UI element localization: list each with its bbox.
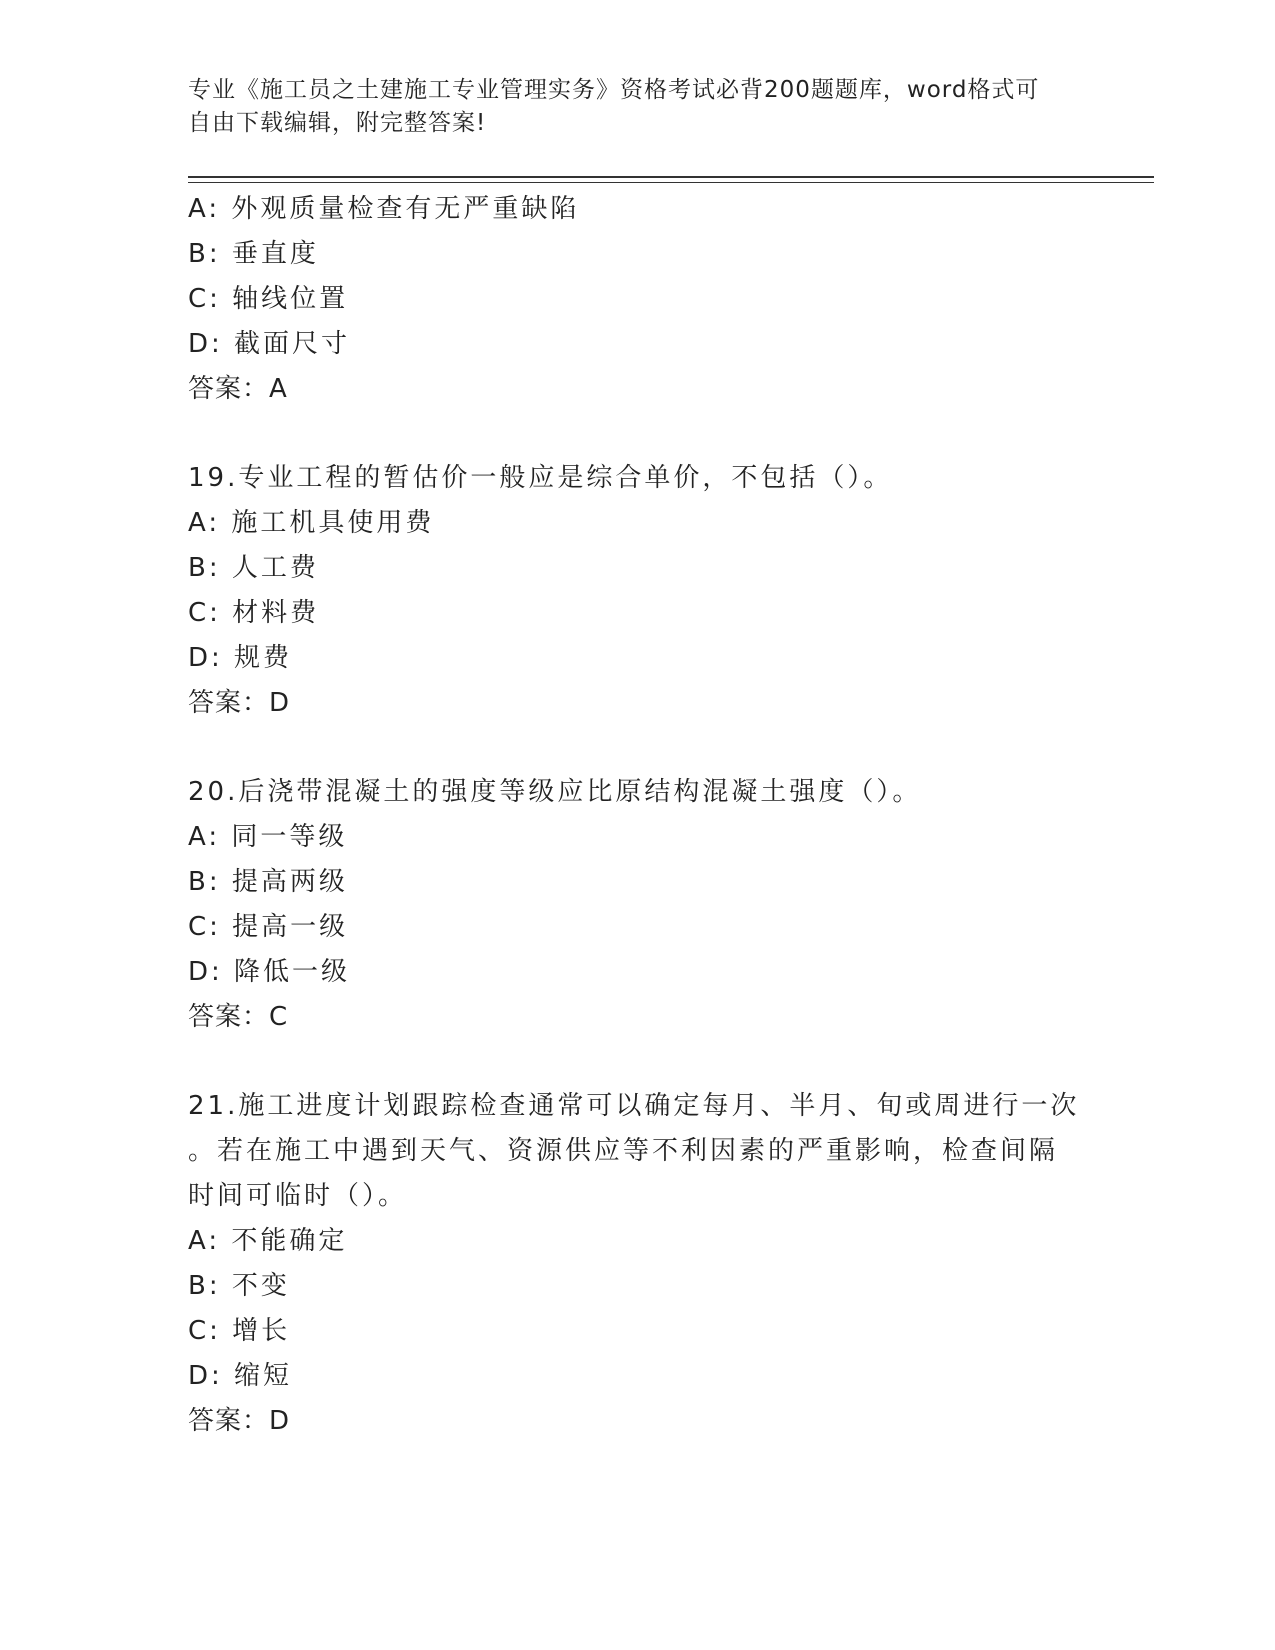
q19-option-d: D: 规费 — [188, 643, 293, 673]
header-line-1: 专业《施工员之土建施工专业管理实务》资格考试必背200题题库，word格式可 — [188, 77, 1040, 103]
header-divider-thin — [188, 182, 1154, 183]
q21-stem-line-3: 时间可临时（）。 — [188, 1181, 408, 1211]
q20-option-b: B: 提高两级 — [188, 867, 348, 897]
q20-answer: 答案：C — [188, 1002, 289, 1032]
q21-option-b: B: 不变 — [188, 1271, 290, 1301]
q18-option-b: B: 垂直度 — [188, 239, 319, 269]
q21-stem-line-2: 。若在施工中遇到天气、资源供应等不利因素的严重影响，检查间隔 — [188, 1136, 1059, 1166]
q19-answer: 答案：D — [188, 688, 291, 718]
q18-option-a: A: 外观质量检查有无严重缺陷 — [188, 194, 580, 224]
header-divider-thick — [188, 176, 1154, 178]
q19-stem: 19.专业工程的暂估价一般应是综合单价，不包括（）。 — [188, 463, 893, 493]
q21-option-d: D: 缩短 — [188, 1361, 293, 1391]
q20-option-c: C: 提高一级 — [188, 912, 349, 942]
q21-stem-line-1: 21.施工进度计划跟踪检查通常可以确定每月、半月、旬或周进行一次 — [188, 1091, 1080, 1121]
q21-option-c: C: 增长 — [188, 1316, 291, 1346]
q21-option-a: A: 不能确定 — [188, 1226, 348, 1256]
document-header — [188, 74, 1068, 140]
q20-option-a: A: 同一等级 — [188, 822, 348, 852]
q19-option-a: A: 施工机具使用费 — [188, 508, 435, 538]
q21-answer: 答案：D — [188, 1406, 291, 1436]
header-line-2: 自由下载编辑，附完整答案! — [188, 110, 487, 136]
q18-option-c: C: 轴线位置 — [188, 284, 349, 314]
q19-option-c: C: 材料费 — [188, 598, 320, 628]
q19-option-b: B: 人工费 — [188, 553, 319, 583]
q18-answer: 答案：A — [188, 374, 288, 404]
q20-option-d: D: 降低一级 — [188, 957, 351, 987]
q20-stem: 20.后浇带混凝土的强度等级应比原结构混凝土强度（）。 — [188, 777, 922, 807]
q18-option-d: D: 截面尺寸 — [188, 329, 351, 359]
